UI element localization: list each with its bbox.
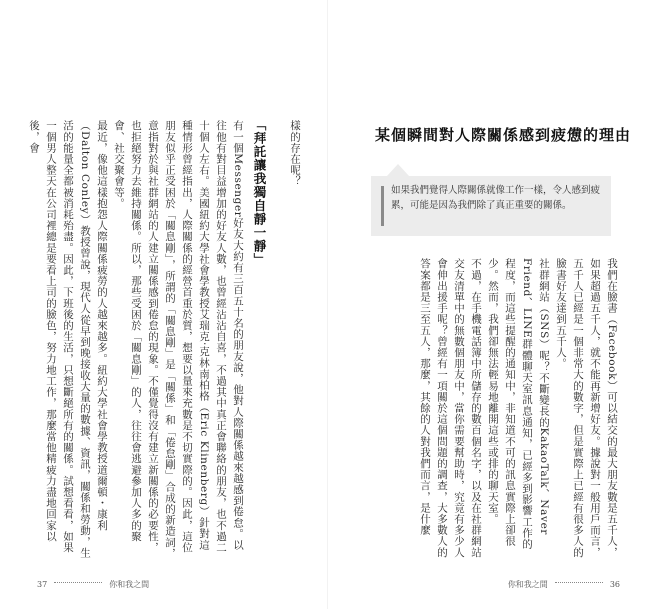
right-page-number: 36 xyxy=(609,580,620,589)
right-footer-dots xyxy=(555,582,603,583)
section-heading: 「拜託讓我獨自靜一靜」 xyxy=(252,118,267,267)
right-paragraph-2: 社群網站（SNS）呢？不斷變長的KakaoTalk、Naver Friend、LINE群體聊天室訊息通知，已經多到影響工作的程度，而這些提醒的通知中，非知道不可的訊息實際上卻很少。然而，我們卻無法輕易地離開這些或排的聊天室。 xyxy=(487,258,550,550)
continued-paragraph: 樣的存在呢？ xyxy=(289,120,301,187)
gutter xyxy=(327,0,328,609)
right-paragraph-3: 不過，在手機電話簿中所儲存的數百個名字，以及在社群網站交友清單中的無數個朋友中，當你需要幫助時，究竟有多少人會伸出援手呢？曾經有一項關於這個問題的調查，大多數人的答案都是三至五人，那麼，其餘的人對我們而言，是什麼 xyxy=(419,258,482,558)
chapter-title: 某個瞬間對人際關係感到疲憊的理由 xyxy=(375,126,632,144)
left-footer-dots xyxy=(54,582,102,583)
callout-box xyxy=(371,176,611,236)
left-continued-text xyxy=(283,120,303,560)
right-paragraph-1: 我們在臉書（Facebook）可以結交的最大朋友數是五千人，如果超過五千人，就不能再新增好友。據說對一般用戶而言，五千人已經是一個非常大的數字，但是實際上已經有很多人的臉書好友達到五千人。 xyxy=(555,258,618,558)
left-footer xyxy=(37,579,149,590)
right-footer xyxy=(508,579,620,590)
callout-notch xyxy=(387,164,409,176)
right-body-column xyxy=(372,258,620,558)
left-page-number: 37 xyxy=(37,580,48,589)
right-footer-label: 你和我之間 xyxy=(507,580,548,589)
left-body-column xyxy=(28,120,246,560)
callout-bar xyxy=(381,186,384,226)
left-page xyxy=(0,0,327,609)
left-paragraph-1: 有一個Messenger好友大約有三百五十名的朋友說，他對人際關係越來越感到倦怠。以往他有對目益增加的好友人數，也曾經沾沾自喜，不過其中真正會聯絡的朋友，也不過二十個人左右。美國紐約大學社會學教授艾瑞克‧克林南柏格（Eric Klinenberg）針對這種情形曾經指出，人際關係的經營首重於質，想要以量來充數是不切實際的。因此，這位朋友似乎正受困於「關息剛」，所謂的「關息剛」是「關係」和「倦怠剛」合成的新造詞，意指對於與社群網站的人建立關係感到倦怠的現象。不僅覺得沒有建立新關係的必要性，也拒絕努力去維持關係。所以，那些受困於「關息剛」的人，往往會逃避參加人多的聚會、社交聚會等。 xyxy=(113,120,244,559)
callout-text: 如果我們覺得人際關係就像工作一樣，令人感到疲累，可能是因為我們除了真正重要的關係。 xyxy=(391,185,601,211)
left-paragraph-2: 最近，像他這樣抱怨人際關係疲勞的人越來越多。紐約大學社會學教授道爾頓・康利（Dalton Conley）教授曾說，現代人從早到晚接收大量的數據、資訊，關係和勞動，生活的能量全都被消耗殆盡。因此，下班後的生活，只想斷絕所有的關係。試想看看，如果一個男人整天在公司裡總是要看上司的臉色，努力地工作，那麼當他精疲力盡地回家以後，會 xyxy=(28,120,108,559)
left-footer-label: 你和我之間 xyxy=(109,580,150,589)
